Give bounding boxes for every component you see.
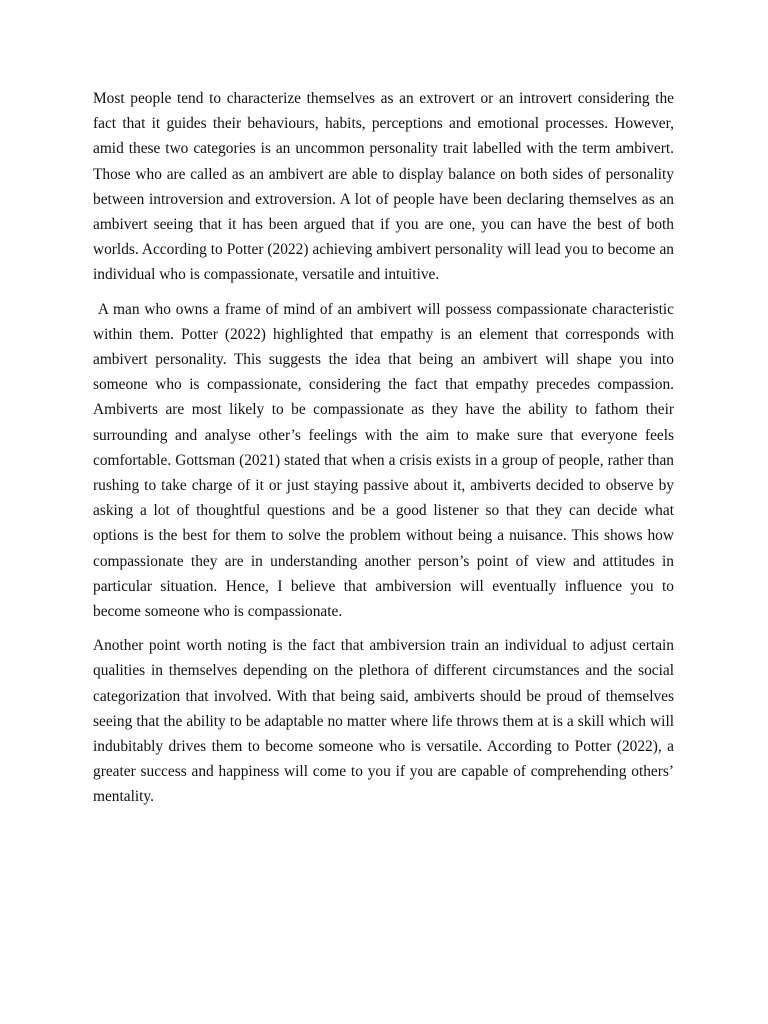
paragraph-compassion: A man who owns a frame of mind of an ambivert will possess compassionate characteristic within them. Potter (2022) highlighted that empathy is an element that corresponds with ambivert personality. This suggests the idea that being an ambivert will shape you into someone who is compassionate, considering the fact that empathy precedes compassion. Ambiverts are most likely to be compassionate as they have the ability to fathom their surrounding and analyse other’s feelings with the aim to make sure that everyone feels comfortable. Gottsman (2021) stated that when a crisis exists in a group of people, rather than rushing to take charge of it or just staying passive about it, ambiverts decided to observe by asking a lot of thoughtful questions and be a good listener so that they can decide what options is the best for them to solve the problem without being a nuisance. This shows how compassionate they are in understanding another person’s point of view and attitudes in particular situation. Hence, I believe that ambiversion will eventually influence you to become someone who is compassionate. <box>93 300 678 621</box>
document-body <box>93 86 678 819</box>
paragraph-versatility: Another point worth noting is the fact that ambiversion train an individual to adjust certain qualities in themselves depending on the plethora of different circumstances and the social categorization that involved. With that being said, ambiverts should be proud of themselves seeing that the ability to be adaptable no matter where life throws them at is a skill which will indubitably drives them to become someone who is versatile. According to Potter (2022), a greater success and happiness will come to you if you are capable of comprehending others’ mentality. <box>93 637 674 806</box>
paragraph-introduction: Most people tend to characterize themselves as an extrovert or an introvert considering the fact that it guides their behaviours, habits, perceptions and emotional processes. However, amid these two categories is an uncommon personality trait labelled with the term ambivert. Those who are called as an ambivert are able to display balance on both sides of personality between introversion and extroversion. A lot of people have been declaring themselves as an ambivert seeing that it has been argued that if you are one, you can have the best of both worlds. According to Potter (2022) achieving ambivert personality will lead you to become an individual who is compassionate, versatile and intuitive. <box>93 90 674 284</box>
